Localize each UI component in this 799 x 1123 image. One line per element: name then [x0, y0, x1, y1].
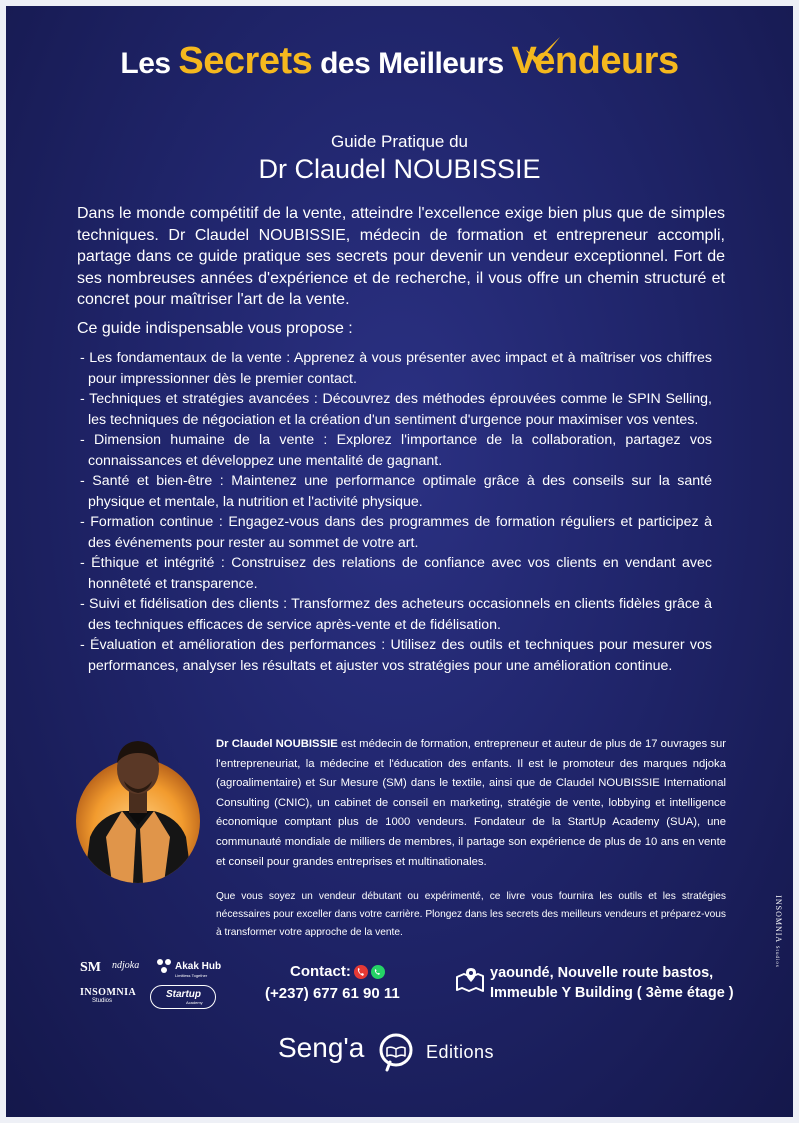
check-icon	[523, 34, 563, 74]
contact-icons	[352, 962, 392, 982]
title-vendeurs: Vendeurs	[511, 40, 679, 82]
insomnia-logo: INSOMNIA	[80, 987, 137, 998]
book-title	[0, 40, 799, 83]
author-bio	[216, 735, 726, 872]
intro-paragraph: Dans le monde compétitif de la vente, atteindre l'excellence exige bien plus que de simples techniques. Dr Claudel NOUBISSIE, médecin de formation et entrepreneur accompli, partage dans ce guide pratique ses secrets pour devenir un vendeur exceptionnel. Fort de ses nombreuses années d'expérience et de recherche, il vous offre un chemin structuré et concret pour maîtriser l'art de la vente.	[77, 205, 725, 308]
list-item: - Dimension humaine de la vente : Explorez l'importance de la collaboration, partagez vos connaissances et développez une mentalité de gagnant.	[80, 432, 712, 469]
ndjoka-logo: ndjoka	[112, 960, 140, 971]
whatsapp-icon	[371, 965, 385, 979]
sm-logo: SM	[80, 960, 101, 975]
map-icon	[455, 967, 485, 993]
author-name: Dr Claudel NOUBISSIE	[258, 154, 541, 184]
address-line-2: Immeuble Y Building ( 3ème étage )	[490, 985, 734, 1001]
list-item: - Santé et bien-être : Maintenez une performance optimale grâce à des conseils sur la santé physique et mentale, la nutrition et l'activité physique.	[80, 473, 712, 510]
list-item: - Suivi et fidélisation des clients : Transformez des acheteurs occasionnels en clients fidèles grâce à des techniques efficaces de service après-vente et de fidélisation.	[80, 596, 712, 633]
akak-hub-tagline: Limitless Together	[175, 973, 208, 978]
book-icon	[378, 1030, 414, 1074]
benefits-list	[80, 348, 712, 676]
guide-subtitle: Guide Pratique du	[330, 132, 469, 151]
startup-logo: Startup	[166, 989, 201, 1000]
list-item: - Formation continue : Engagez-vous dans des programmes de formation réguliers et participez à des événements pour rester au sommet de votre art.	[80, 514, 712, 551]
phone-icon	[354, 965, 368, 979]
list-item: - Techniques et stratégies avancées : Découvrez des méthodes éprouvées comme le SPIN Selling, les techniques de négociation et la création d'un sentiment d'urgence pour maximiser vos ventes.	[80, 391, 712, 428]
insomnia-vertical-sub: Studios	[773, 945, 779, 968]
contact-label: Contact:	[290, 963, 351, 980]
list-item: - Les fondamentaux de la vente : Apprenez à vous présenter avec impact et à maîtriser vos chiffres pour impressionner dès le premier contact.	[80, 350, 712, 387]
bio-name: Dr Claudel NOUBISSIE	[216, 738, 338, 750]
publisher-suffix: Editions	[426, 1042, 495, 1062]
akak-hub-logo: Akak Hub	[175, 961, 222, 972]
insomnia-vertical-logo	[748, 895, 783, 968]
address	[490, 963, 734, 1003]
author-portrait	[76, 725, 200, 883]
list-item: - Éthique et intégrité : Construisez des relations de confiance avec vos clients en vendant avec honnêteté et transparence.	[80, 555, 712, 592]
list-item: - Évaluation et amélioration des performances : Utilisez des outils et techniques pour mesurer vos performances, analyser les résultats et ajuster vos stratégies pour une amélioration continue.	[80, 637, 712, 674]
insomnia-vertical-text: INSOMNIA	[773, 895, 783, 943]
title-secrets: Secrets	[178, 40, 313, 82]
bio-text: est médecin de formation, entrepreneur et auteur de plus de 17 ouvrages sur l'entrepreneuriat, la médecine et l'éducation des enfants. Il est le promoteur des marques ndjoka (agroalimentaire) et Sur Mesure (SM) dans le textile, ainsi que de Claudel NOUBISSIE International Consulting (CNIC), un cabinet de conseil en marketing, stratégie de vente, lobbying et intelligence économique comptant plus de 1000 vendeurs. Fondateur de la StartUp Academy (SUA), une communauté mondiale de milliers de membres, il partage son expérience de plus de 10 ans en vente et conseil pour grandes entreprises et multinationales.	[216, 738, 726, 868]
akak-hub-icon	[155, 958, 173, 974]
closing-paragraph: Que vous soyez un vendeur débutant ou expérimenté, ce livre vous fournira les outils et les stratégies nécessaires pour exceller dans votre carrière. Plongez dans les secrets des meilleurs vendeurs et préparez-vous à transformer votre approche de la vente.	[216, 891, 726, 938]
partner-logos	[80, 958, 230, 1008]
address-line-1: yaoundé, Nouvelle route bastos,	[490, 965, 714, 981]
propose-heading: Ce guide indispensable vous propose :	[77, 320, 353, 337]
title-meilleurs: Meilleurs	[378, 47, 512, 80]
publisher-logo	[278, 1030, 538, 1080]
startup-sub: Academy	[186, 1000, 203, 1005]
title-des: des	[312, 47, 379, 80]
contact-phone: (+237) 677 61 90 11	[265, 985, 400, 1002]
title-les: Les	[120, 47, 179, 80]
insomnia-sub: Studios	[92, 998, 113, 1004]
publisher-name: Seng'a	[278, 1032, 365, 1063]
